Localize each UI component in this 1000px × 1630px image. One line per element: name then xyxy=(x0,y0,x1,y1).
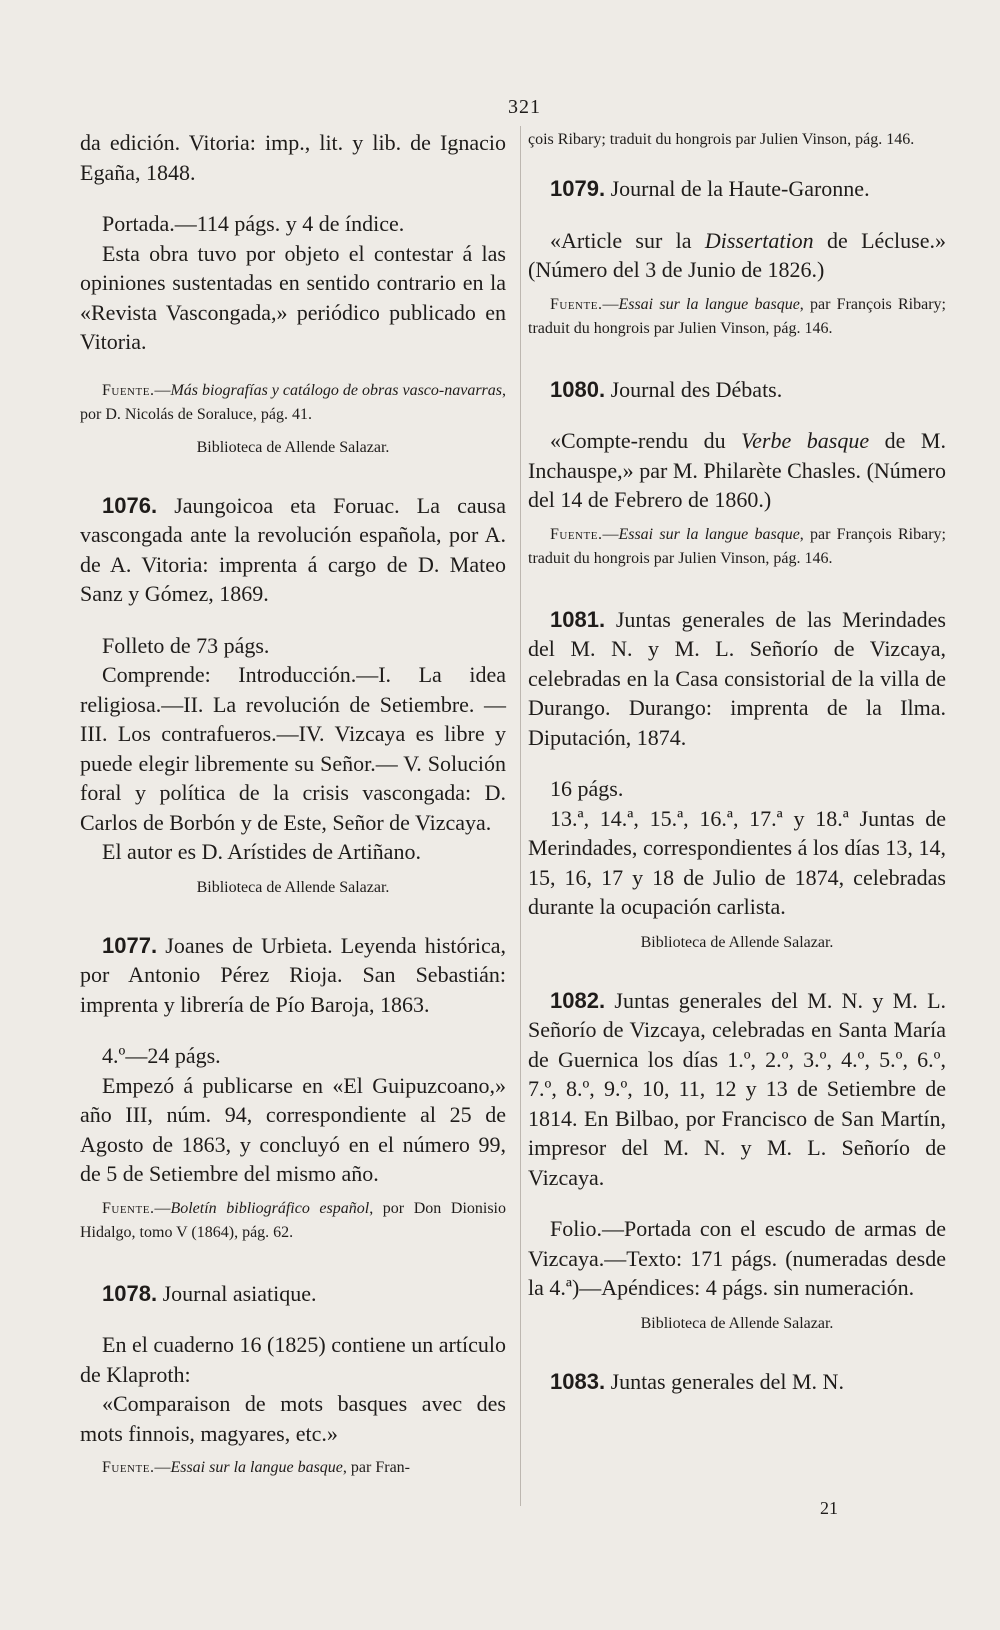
entry-title: Journal des Débats. xyxy=(610,376,783,402)
source-title: Essai sur la langue basque xyxy=(618,525,800,543)
entry-1076-heading xyxy=(80,491,506,609)
left-column xyxy=(80,128,506,1480)
entry-number: 1076. xyxy=(102,492,158,518)
entry-number: 1078. xyxy=(102,1280,158,1306)
entry-title: Juntas generales de las Merindades del M. N. y M. L. Señorío de Vizcaya, celebradas en la Casa consistorial de la villa de Durango. Durango: imprenta de la Ilma. Diputación, 1874. xyxy=(528,606,946,750)
entry-1077-description: 4.º—24 págs. xyxy=(102,1043,221,1068)
entry-1076-description: Folleto de 73 págs. xyxy=(102,632,270,658)
entry-1078-source: Fuente.—Essai sur la langue basque, par Fran- xyxy=(102,1459,410,1476)
entry-1082-heading xyxy=(528,986,946,1193)
entry-number: 1079. xyxy=(550,176,606,201)
entry-number: 1082. xyxy=(550,987,606,1013)
entry-title: Juntas generales del M. N. y M. L. Señorío de Vizcaya, celebradas en Santa María de Guernica los días 1.º, 2.º, 3.º, 4.º, 5.º, 6.º, 7.º, 8.º, 9.º, 10, 11, 12 y 13 de Setiembre de 1814. En Bilbao, por Francisco de San Martín, impresor del M. N. y M. L. Señorío de Vizcaya. xyxy=(528,987,947,1190)
source-details: , por Don Dionisio Hidalgo, tomo V (1864), pág. 62. xyxy=(80,1199,507,1241)
entry-title: Joanes de Urbieta. Leyenda histórica, por Antonio Pérez Rioja. San Sebastián: imprenta y librería de Pío Baroja, 1863. xyxy=(80,932,507,1017)
entry-1082-description: Folio.—Portada con el escudo de armas de Vizcaya.—Texto: 171 págs. (numeradas desde la 4.ª)—Apéndices: 4 págs. sin numeración. xyxy=(528,1216,946,1300)
entry-1078-article: «Comparaison de mots basques avec des mots finnois, magyares, etc.» xyxy=(80,1391,506,1446)
entry-1080-article xyxy=(528,426,946,515)
source-title: Boletín bibliográfico español xyxy=(170,1199,370,1217)
signature-mark: 21 xyxy=(820,1498,838,1518)
entry-1079-source: Fuente.—Essai sur la langue basque, par François Ribary; traduit du hongrois par Julien Vinson, pág. 146. xyxy=(528,295,946,337)
entry-1081-note: 13.ª, 14.ª, 15.ª, 16.ª, 17.ª y 18.ª Juntas de Merindades, correspondientes á los días 13, 14, 15, 16, 17 y 18 de Julio de 1874, celebradas durante la ocupación carlista. xyxy=(528,805,946,919)
source-title: Essai sur la langue basque xyxy=(618,295,800,313)
entry-number: 1077. xyxy=(102,932,158,958)
source-label: Fuente. xyxy=(102,1199,155,1217)
entry-title: Journal asiatique. xyxy=(162,1280,317,1306)
source-details: , por D. Nicolás de Soraluce, pág. 41. xyxy=(80,381,506,423)
entry-1075-tail: da edición. Vitoria: imp., lit. y lib. de Ignacio Egaña, 1848. xyxy=(80,130,506,185)
entry-1082-library: Biblioteca de Allende Salazar. xyxy=(640,1314,834,1332)
entry-title: Juntas generales del M. N. xyxy=(610,1368,844,1394)
article-text: de M. Inchauspe,» par M. Philarète Chasles. (Número del 14 de Febrero de 1860.) xyxy=(528,428,946,512)
entry-number: 1080. xyxy=(550,376,606,402)
source-title: Más biografías y catálogo de obras vasco-navarras xyxy=(170,381,502,399)
entry-1075-source: Fuente.—Más biografías y catálogo de obras vasco-navarras, por D. Nicolás de Soraluce, pág. 41. xyxy=(80,381,506,423)
entry-title: Jaungoicoa eta Foruac. La causa vascongada ante la revolución española, por A. de A. Vitoria: imprenta á cargo de D. Mateo Sanz y Gómez, 1869. xyxy=(80,492,506,606)
right-column xyxy=(528,128,946,1396)
entry-1078-description: En el cuaderno 16 (1825) contiene un artículo de Klaproth: xyxy=(80,1332,506,1387)
entry-1078-heading xyxy=(80,1279,506,1309)
entry-1080-source: Fuente.—Essai sur la langue basque, par François Ribary; traduit du hongrois par Julien Vinson, pág. 146. xyxy=(528,525,946,567)
entry-1079-article xyxy=(528,226,946,285)
entry-1075-library: Biblioteca de Allende Salazar. xyxy=(196,438,390,456)
entry-number: 1081. xyxy=(550,606,606,632)
column-divider xyxy=(520,126,521,1506)
source-label: Fuente. xyxy=(550,295,603,313)
entry-1078-source-continued: çois Ribary; traduit du hongrois par Julien Vinson, pág. 146. xyxy=(528,131,915,148)
entry-1076-contents: Comprende: Introducción.—I. La idea religiosa.—II. La revolución de Setiembre. —III. Los contrafueros.—IV. Vizcaya es libre y puede elegir libremente su Señor.— V. Solución foral y política de la crisis vascongada: D. Carlos de Borbón y de Este, Señor de Vizcaya. xyxy=(80,662,506,835)
entry-1076-library: Biblioteca de Allende Salazar. xyxy=(196,878,390,896)
entry-1077-note: Empezó á publicarse en «El Guipuzcoano,» año III, núm. 94, correspondiente al 25 de Agosto de 1863, y concluyó en el número 99, de 5 de Setiembre del mismo año. xyxy=(80,1072,506,1186)
entry-1075-note: Esta obra tuvo por objeto el contestar á las opiniones sustentadas en sentido contrario en la «Revista Vascongada,» periódico publicado en Vitoria. xyxy=(80,240,506,354)
article-title: Verbe basque xyxy=(741,428,870,453)
source-details: , par François Ribary; traduit du hongrois par Julien Vinson, pág. 146. xyxy=(528,525,946,567)
entry-1077-heading xyxy=(80,931,506,1020)
source-label: Fuente. xyxy=(102,1459,155,1476)
article-text: «Article sur la xyxy=(550,227,705,253)
source-label: Fuente. xyxy=(550,525,603,543)
entry-1083-heading xyxy=(528,1367,946,1397)
entry-1081-library: Biblioteca de Allende Salazar. xyxy=(640,933,834,951)
source-details: , par Fran- xyxy=(342,1459,410,1476)
article-text: de Lécluse.» (Número del 3 de Junio de 1826.) xyxy=(528,227,946,282)
entry-1075-description: Portada.—114 págs. y 4 de índice. xyxy=(102,211,405,236)
source-label: Fuente. xyxy=(102,381,155,399)
entry-number: 1083. xyxy=(550,1368,606,1394)
article-title: Dissertation xyxy=(704,227,814,253)
entry-1080-heading xyxy=(528,375,946,405)
page-number: 321 xyxy=(508,96,541,118)
article-text: «Compte-rendu du xyxy=(550,428,742,453)
source-title: Essai sur la langue basque xyxy=(170,1459,343,1476)
entry-1079-heading xyxy=(528,174,946,204)
entry-1081-heading xyxy=(528,605,946,753)
source-details: , par François Ribary; traduit du hongrois par Julien Vinson, pág. 146. xyxy=(528,295,946,337)
entry-1076-author: El autor es D. Arístides de Artiñano. xyxy=(102,839,421,864)
entry-1081-description: 16 págs. xyxy=(550,776,624,801)
entry-1077-source: Fuente.—Boletín bibliográfico español, por Don Dionisio Hidalgo, tomo V (1864), pág. 62. xyxy=(80,1199,507,1241)
entry-title: Journal de la Haute-Garonne. xyxy=(610,176,870,201)
